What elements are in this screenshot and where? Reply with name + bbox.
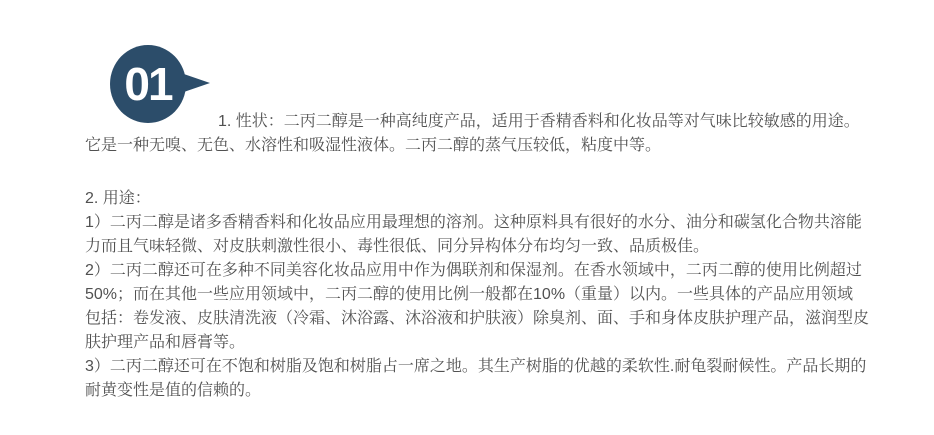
uses-item2-continuation-line: 50%；而在其他一些应用领域中，二丙二醇的使用比例一般都在10%（重量）以内。一些具体的产品应用领域 [85,286,854,303]
description-text-block [85,110,930,403]
uses-item3-line: 3）二丙二醇还可在不饱和树脂及饱和树脂占一席之地。其生产树脂的优越的柔软性.耐龟裂耐候性。产品长期的 [85,358,867,375]
uses-item1-continuation-line: 力而且气味轻微、对皮肤刺激性很小、毒性很低、同分异构体分布均匀一致、品质极佳。 [85,238,710,255]
uses-item3-continuation-line: 耐黄变性是值的信赖的。 [85,382,262,399]
uses-heading-line: 2. 用途： [85,190,151,207]
section-number-text: 01 [124,58,172,110]
uses-item2-continuation-line: 包括：卷发液、皮肤清洗液（冷霜、沐浴露、沐浴液和护肤液）除臭剂、面、手和身体皮肤护理产品，滋润型皮 [85,310,870,327]
properties-line: 它是一种无嗅、无色、水溶性和吸湿性液体。二丙二醇的蒸气压较低，粘度中等。 [85,137,662,154]
section-number-badge [110,45,186,123]
uses-item1-line: 1）二丙二醇是诸多香精香料和化妆品应用最理想的溶剂。这种原料具有很好的水分、油分和碳氢化合物共溶能 [85,214,862,231]
uses-item2-line: 2）二丙二醇还可在多种不同美容化妆品应用中作为偶联剂和保湿剂。在香水领域中，二丙二醇的使用比例超过 [85,262,862,279]
uses-item2-continuation-line: 肤护理产品和唇膏等。 [85,334,246,351]
properties-heading-line: 1. 性状：二丙二醇是一种高纯度产品，适用于香精香料和化妆品等对气味比较敏感的用途。 [218,113,860,130]
badge-tail-pointer-icon [178,72,210,94]
